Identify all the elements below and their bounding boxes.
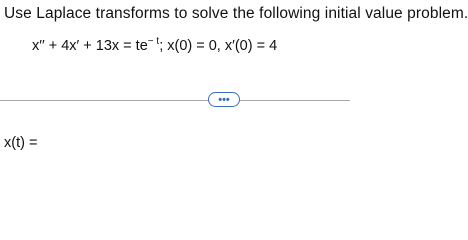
differential-equation [32,38,277,54]
initial-conditions: ; x(0) = 0, x′(0) = 4 [159,38,278,54]
answer-label: x(t) = [4,135,38,151]
expand-more-button[interactable]: ••• [208,92,240,107]
section-divider [0,100,350,101]
equation-lhs: x′′ + 4x′ + 13x = te [32,38,148,54]
equation-exponent: − t [147,36,160,47]
problem-prompt: Use Laplace transforms to solve the following initial value problem. [4,5,468,22]
